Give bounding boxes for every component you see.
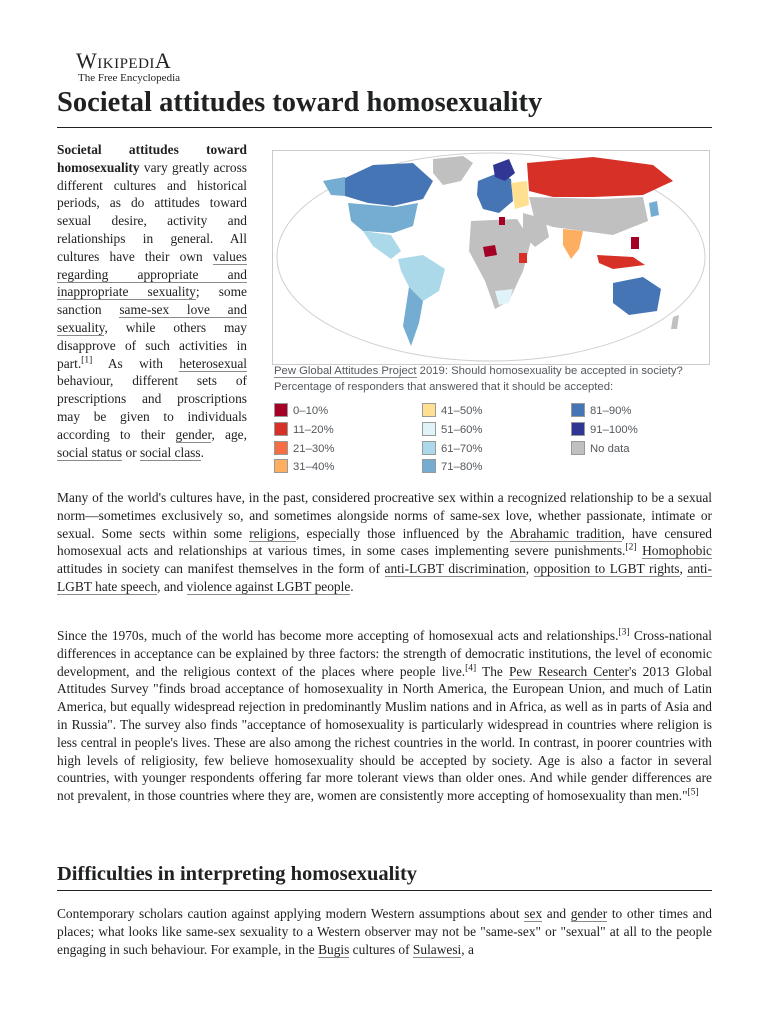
lead-paragraph: Societal attitudes toward homosexuality vary greatly across different cultures and historical periods, as do attitudes toward sexual desire, activity and relationships in general. All cultures have their own values regarding appropriate and inappropriate sexuality; some sanction same-sex love and sexuality, while others may disapprove of such activities in part.[1] As with heterosexual behaviour, different sets of prescriptions and proscriptions may be given to individuals according to their gender, age, social status or social class. (57, 142, 247, 460)
logo-tagline: The Free Encyclopedia (78, 72, 181, 84)
link-pew-global[interactable]: Pew Global Attitudes Project (274, 365, 417, 377)
reference-5[interactable]: [5] (687, 787, 699, 798)
reference-3[interactable]: [3] (618, 627, 630, 638)
philippines-shape (631, 237, 639, 249)
reference-4[interactable]: [4] (465, 663, 477, 674)
legend-swatch (274, 459, 288, 473)
world-map-svg (273, 151, 709, 364)
legend-swatch (571, 441, 585, 455)
legend-swatch (422, 441, 436, 455)
map-caption: Pew Global Attitudes Project 2019: Should homosexuality be accepted in society? Percentage of responders that answered that it should be accepted: (274, 365, 683, 393)
legend-item: 61–70% (422, 441, 482, 456)
legend-item: 91–100% (571, 422, 638, 437)
link-gender[interactable]: gender (175, 426, 212, 442)
legend-swatch (422, 422, 436, 436)
link-sex[interactable]: sex (524, 906, 543, 921)
russia-shape (527, 157, 673, 197)
legend-item: No data (571, 441, 630, 456)
lead-bold-term: Societal attitudes toward homosexuality (57, 142, 247, 175)
legend-item: 81–90% (571, 403, 631, 418)
page-title: Societal attitudes toward homosexuality (57, 83, 712, 128)
legend-item: 51–60% (422, 422, 482, 437)
legend-item: 0–10% (274, 403, 328, 418)
legend-item: 71–80% (422, 459, 482, 474)
reference-2[interactable]: [2] (625, 542, 637, 553)
wikipedia-logo[interactable] (76, 50, 180, 84)
link-bugis[interactable]: Bugis (318, 941, 350, 957)
link-heterosexual[interactable]: heterosexual (179, 355, 247, 371)
legend-swatch (274, 441, 288, 455)
link-social-status[interactable]: social status (57, 444, 123, 460)
link-anti-lgbt-hate-speech[interactable]: anti-LGBT hate speech (57, 561, 712, 594)
legend-item: 41–50% (422, 403, 482, 418)
legend-swatch (274, 422, 288, 436)
nigeria-shape (483, 245, 497, 257)
legend-item: 21–30% (274, 441, 334, 456)
legend-swatch (571, 422, 585, 436)
link-opposition-lgbt-rights[interactable]: opposition to LGBT rights (533, 561, 680, 577)
legend-swatch (274, 403, 288, 417)
legend-item: 31–40% (274, 459, 334, 474)
link-religions[interactable]: religions (249, 525, 297, 541)
section-heading-difficulties: Difficulties in interpreting homosexuality (57, 860, 712, 891)
link-violence-lgbt[interactable]: violence against LGBT people (186, 578, 351, 594)
link-gender-2[interactable]: gender (570, 906, 608, 921)
link-values-sexuality[interactable]: values regarding appropriate and inappropriate sexuality (57, 248, 247, 300)
legend-swatch (422, 459, 436, 473)
legend-swatch (422, 403, 436, 417)
link-homophobic[interactable]: Homophobic (642, 543, 712, 559)
tunisia-shape (499, 217, 505, 225)
new-zealand-shape (671, 315, 679, 329)
kenya-shape (519, 253, 527, 263)
link-pew-research-center[interactable]: Pew Research Center (508, 663, 629, 679)
paragraph-since-1970s: Since the 1970s, much of the world has become more accepting of homosexual acts and relationships.[3] Cross-national differences in acceptance can be explained by three factors: the strength of democratic institutions, the level of economic development, and the religious context of the places where people live.[4] The Pew Research Center's 2013 Global Attitudes Survey "finds broad acceptance of homosexuality in North America, the European Union, and much of Latin America, but equally widespread rejection in predominantly Muslim nations and in Africa, as well as in parts of Asia and in Russia". The survey also finds "acceptance of homosexuality is particularly widespread in countries where religion is less central in people's lives. These are also among the richest countries in the world. In contrast, in poorer countries with high levels of religiosity, few believe homosexuality should be accepted by society. Age is also a factor in several countries, with younger respondents offering far more tolerant views than older ones. And while gender differences are not prevalent, in those countries where they are, women are consistently more accepting of homosexuality than men."[5] (57, 627, 713, 804)
link-abrahamic-tradition[interactable]: Abrahamic tradition (509, 525, 622, 541)
link-social-class[interactable]: social class (139, 444, 201, 460)
link-anti-lgbt-discrimination[interactable]: anti-LGBT discrimination (384, 561, 526, 577)
logo-wordmark: WikipediA (76, 48, 172, 73)
paragraph-contemporary-scholars: Contemporary scholars caution against applying modern Western assumptions about sex and gender to other times and places; what looks like same-sex sexuality to a Western observer may not be "same-sex" or "sexual" at all to the people engaging in such behaviour. For example, in the Bugis cultures of Sulawesi, a (57, 906, 713, 957)
legend-swatch (571, 403, 585, 417)
map-figure (268, 145, 711, 482)
world-map-image[interactable] (272, 150, 710, 365)
legend-item: 11–20% (274, 422, 334, 437)
reference-1[interactable]: [1] (81, 355, 93, 366)
paragraph-cultures: Many of the world's cultures have, in the past, considered procreative sex within a recognized relationship to be a sexual norm—sometimes exclusively so, and sometimes alongside norms of same-sex love, whether passionate, intimate or sexual. Some sects within some religions, especially those influenced by the Abrahamic tradition, have censured homosexual acts and relationships at various times, in some cases implementing severe punishments.[2] Homophobic attitudes in society can manifest themselves in the form of anti-LGBT discrimination, opposition to LGBT rights, anti-LGBT hate speech, and violence against LGBT people. (57, 490, 712, 594)
link-sulawesi[interactable]: Sulawesi (412, 941, 462, 957)
link-same-sex-love[interactable]: same-sex love and sexuality (57, 302, 247, 335)
